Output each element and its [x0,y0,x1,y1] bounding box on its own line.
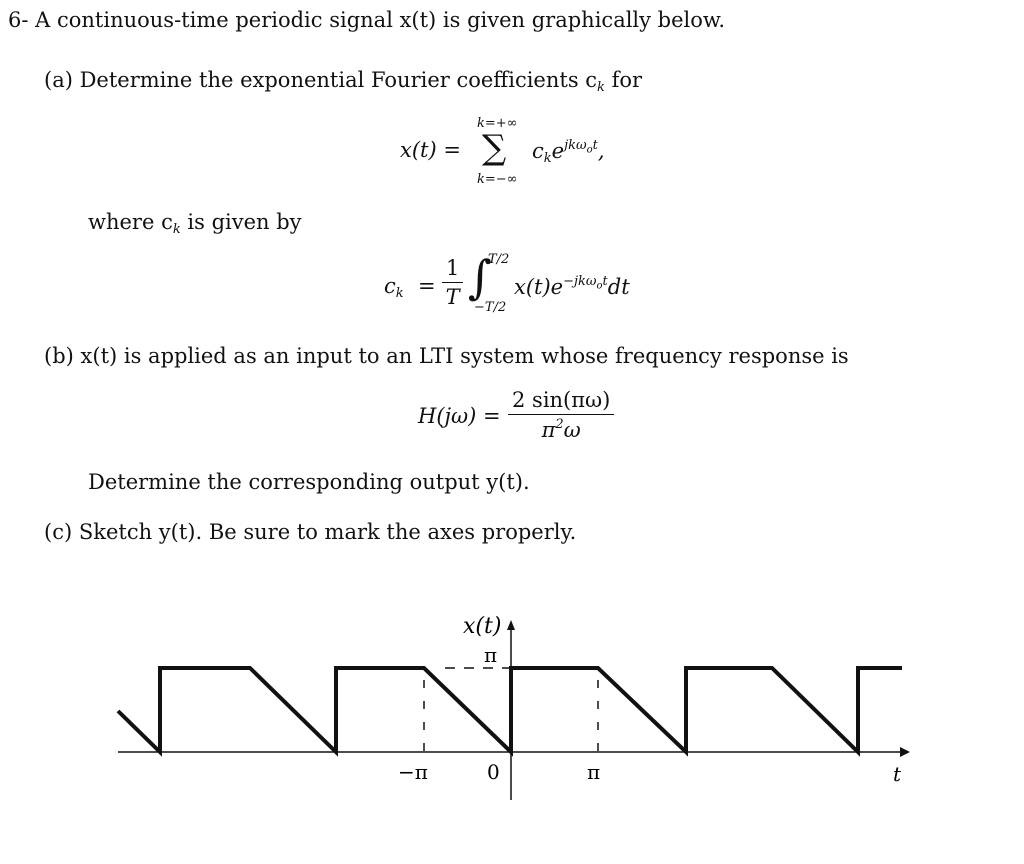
part-b-text: x(t) is applied as an input to an LTI system whose frequency response is [80,344,849,368]
part-b-label: (b) [44,344,74,368]
eq1-lhs: x(t) = [400,138,461,162]
eq1-term-c: c [532,139,544,163]
eq1-sum-symbol: ∑ [482,128,507,168]
eq2-exp: −jkω [563,274,597,289]
eq2-int-upper: T/2 [488,252,510,267]
eq2-lhs-sub: k [395,286,404,301]
signal-waveform [118,668,902,752]
where-sub: k [172,222,181,237]
eqb-num: 2 sin(πω) [508,388,614,415]
tick-label-minus-pi: −π [398,760,428,784]
part-b-text2: Determine the corresponding output y(t). [88,470,530,494]
eq2-frac-den: T [445,285,460,309]
eqb-den-sup: 2 [555,417,564,432]
tick-label-pi: π [587,760,601,784]
eqb-den-omega: ω [563,418,581,442]
eqb-den-pi: π [541,418,556,442]
x-axis-label: t [893,762,902,786]
peak-label: π [484,643,498,667]
eq1-exp-sub: o [586,144,593,156]
where-end: is given by [187,210,302,234]
where-text: where c [88,210,173,234]
part-a-label: (a) [44,68,73,92]
eq2-exp-end: t [602,274,608,289]
part-a-text-sub: k [597,80,605,95]
vertical-axis-arrow [507,620,515,630]
eq2-dt: dt [607,275,630,299]
eq2-exp-sub: o [596,280,603,292]
part-a-text: Determine the exponential Fourier coefficients c [79,68,598,92]
eq2-int-lower: −T/2 [474,300,507,315]
time-axis-arrow [900,747,910,757]
eq2-frac-num: 1 [442,256,463,283]
eq1-sum-top: k=+∞ [477,116,518,131]
eq2-lhs-c: c [384,274,396,298]
eq1-sum-bottom: k=−∞ [477,172,518,187]
eq1-term-e: e [551,139,565,163]
problem-intro: A continuous-time periodic signal x(t) is given graphically below. [35,8,726,32]
eq1-comma: , [597,139,605,163]
eq2-equals: = [418,274,436,298]
tick-label-zero: 0 [487,760,500,784]
eq1-exp: jkω [564,138,587,153]
eqb-lhs: H(jω) = [418,404,501,428]
y-axis-label: x(t) [463,614,502,639]
eq1-exp-end: t [592,138,598,153]
part-c-text: Sketch y(t). Be sure to mark the axes properly. [78,520,577,544]
eq2-integrand-x: x(t)e [514,275,564,299]
part-c-label: (c) [44,520,73,544]
problem-number: 6- [8,8,29,32]
eq2-integral-symbol: ∫ [468,250,492,304]
eq1-term-sub: k [543,151,552,166]
part-a-text-end: for [611,68,643,92]
